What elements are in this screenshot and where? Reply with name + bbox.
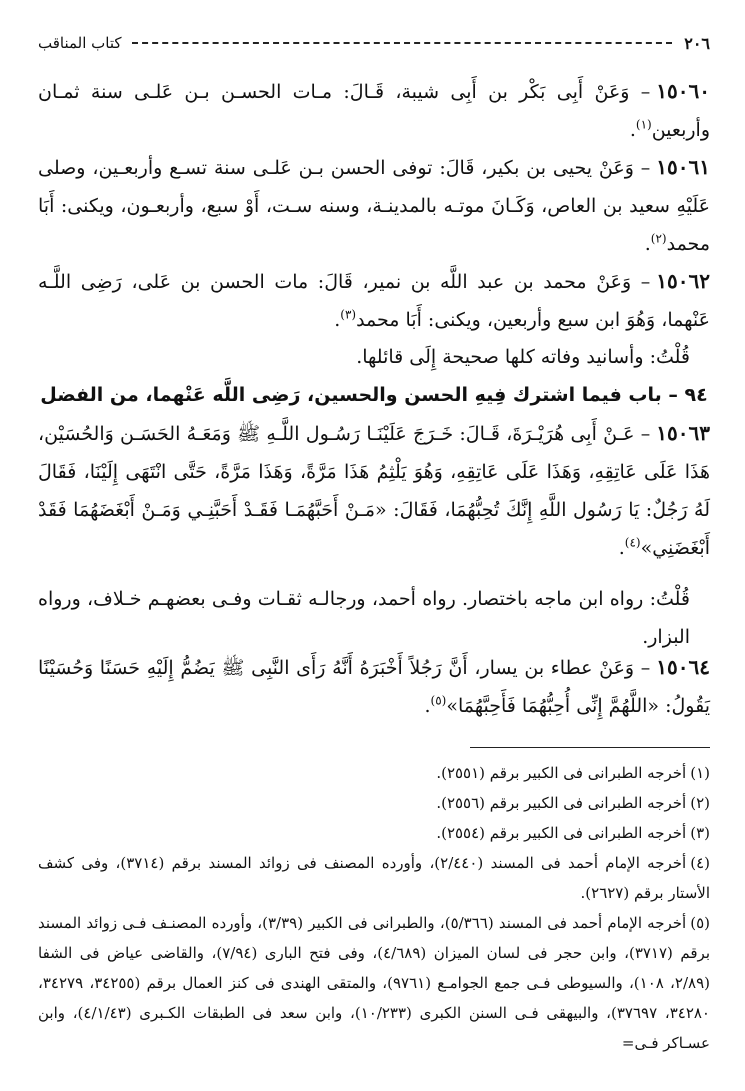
hadith-entry [38,148,710,263]
footnote-text: أخرجه الإمام أحمد فى المسند (٥/٣٦٦)، والطبرانى فى الكبير (٣/٣٩)، وأورده المصنـف فـى زوائد المسند برقم (٣٧١٧)، وابن حجر فى لسان الميزان (٤/٦٨٩)، وفى فتح البارى (٧/٩٤)، والقاضى عياض فى الشفا (٢/٨٩، ١٠٨)، والسيوطى فـى جمع الجوامـع (٩٧٦١)، والمتقى الهندى فى كنز العمال برقم (٣٤٢٥٥، ٣٤٢٧٩، ٣٤٢٨٠، ٣٧٦٩٧)، والبيهقى فـى السنن الكبرى (١٠/٢٣٣)، وابن سعد فى الطبقات الكـبرى (٤/١/٤٣)، وابن عسـاكر فـى= [38,914,711,1052]
footnote-number: (١) [690,764,710,782]
footnote-text: أخرجه الإمام أحمد فى المسند (٢/٤٤٠)، وأورده المصنف فى زوائد المسند برقم (٣٧١٤)، وفى كشف الأستار برقم (٢٦٢٧). [38,854,710,902]
book-title: كتاب المناقب [38,34,122,52]
hadith-text: – وَعَنْ عطاء بن يسار، أَنَّ رَجُلاً أَخْبَرَهُ أَنَّهُ رَأَى النَّبِى ﷺ يَضُمُّ إِلَيْهِ حَسَنًا وَحُسَيْنًا يَقُولُ: «اللَّهُمَّ إِنِّى أُحِبُّهُمَا فَأَحِبَّهُمَا» [38,657,710,717]
author-note [38,338,710,376]
footnote-ref[interactable]: (٢) [650,231,667,246]
note-text: وأسانيد وفاته كلها صحيحة إِلَى قائلها. [356,346,644,368]
note-lead: قُلْتُ: [649,346,690,368]
footnote-ref[interactable]: (٤) [624,535,641,550]
footnotes [38,758,710,1058]
period: . [334,309,341,331]
footnote [38,758,710,788]
footnote-ref[interactable]: (٣) [340,307,357,322]
hadith-text: – وَعَنْ يحيى بن بكير، قَالَ: توفى الحسن بـن عَلـى سنة تسـع وأربعـين، وصلى عَلَيْهِ سعيد بن العاص، وَكَـانَ موتـه بالمدينـة، وسنه سـت، أَوْ سبع، وأربعـون، ويكنى: أَبَا محمد [38,157,710,255]
author-note [38,580,710,656]
footnote-number: (٥) [690,914,710,932]
hadith-text: – عَـنْ أَبِى هُرَيْـرَةَ، قَـالَ: خَـرَجَ عَلَيْنَـا رَسُـول اللَّـهِ ﷺ وَمَعَـهُ الحَسَـن وَالحُسَيْن، هَذَا عَلَى عَاتِقِهِ، وَهَذَا عَلَى عَاتِقِهِ، وَهُوَ يَلْثِمُ هَذَا مَرَّةً، وَهَذَا مَرَّةً، حَتَّى انْتَهَى إِلَيْنَا، فَقَالَ لَهُ رَجُلٌ: يَا رَسُول اللَّهِ إِنَّكَ تُحِبُّهُمَا، فَقَالَ: «مَـنْ أَحَبَّهُمَـا فَقَـدْ أَحَبَّنِـي وَمَـنْ أَبْغَضَهُمَا فَقَدْ أَبْغَضَنِي» [38,423,710,559]
hadith-number: ١٥٠٦٣ [656,421,710,445]
period: . [629,119,636,141]
hadith-entry [38,262,710,339]
hadith-number: ١٥٠٦١ [656,155,710,179]
hadith-entry [38,414,710,567]
hadith-number: ١٥٠٦٠ [656,79,710,103]
footnote-number: (٢) [690,794,710,812]
period: . [644,233,651,255]
footnote [38,908,710,1058]
footnote [38,788,710,818]
footnote-separator [470,747,710,748]
footnote [38,818,710,848]
hadith-text: – وَعَنْ محمد بن عبد اللَّه بن نمير، قَالَ: مات الحسن بن عَلى، رَضِى اللَّـه عَنْهما، وَهُوَ ابن سبع وأربعين، ويكنى: أَبَا محمد [38,271,710,331]
page-number: ٢٠٦ [684,33,710,53]
period: . [618,537,625,559]
chapter-heading: ٩٤ – باب فيما اشترك فِيهِ الحسن والحسين، رَضِى اللَّه عَنْهما، من الفضل [40,384,708,406]
hadith-number: ١٥٠٦٢ [656,269,710,293]
note-text: رواه ابن ماجه باختصار. رواه أحمد، ورجالـه ثقـات وفـى بعضهـم خـلاف، ورواه البزار. [38,588,690,648]
footnote-text: أخرجه الطبرانى فى الكبير برقم (٢٥٥٦). [436,794,687,812]
period: . [424,695,431,717]
hadith-entry [38,648,710,725]
hadith-number: ١٥٠٦٤ [656,655,710,679]
footnote [38,848,710,908]
footnote-text: أخرجه الطبرانى فى الكبير برقم (٢٥٥١). [436,764,687,782]
running-head [38,30,710,56]
footnote-number: (٣) [690,824,710,842]
note-lead: قُلْتُ: [649,588,690,610]
header-dashed-rule [132,42,673,44]
hadith-entry [38,72,710,149]
footnote-ref[interactable]: (٥) [430,693,447,708]
hadith-text: – وَعَنْ أَبِى بَكْر بن أَبِى شيبة، قَـالَ: مـات الحسـن بـن عَلـى سنة ثمـان وأربعين [38,81,710,141]
footnote-text: أخرجه الطبرانى فى الكبير برقم (٢٥٥٤). [436,824,687,842]
footnote-ref[interactable]: (١) [635,117,652,132]
footnote-number: (٤) [690,854,710,872]
